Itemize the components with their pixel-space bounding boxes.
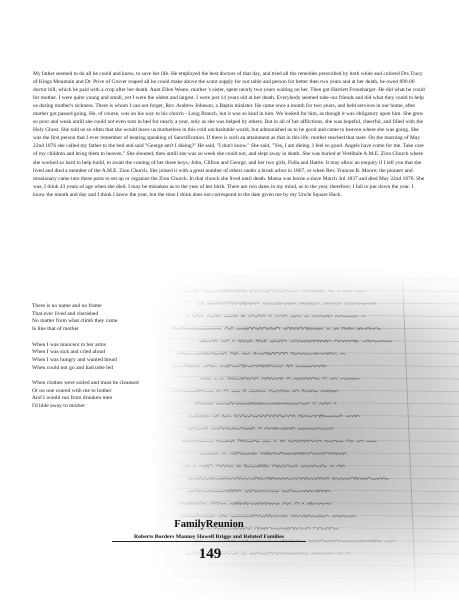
footer-title: FamilyReunion bbox=[174, 519, 244, 530]
poem-line: No matter from what climb they came bbox=[32, 318, 118, 325]
poem-line: When I was sick and cried aloud bbox=[32, 349, 106, 356]
poem-stanza bbox=[32, 303, 192, 334]
poem-stanza bbox=[32, 342, 192, 373]
footer-subtitle: Roberts Borders Mauney Howell Briggs and Related Families bbox=[134, 534, 284, 540]
page-number: 149 bbox=[198, 546, 222, 562]
poem-line: When I was hungry and wanted bread bbox=[32, 356, 117, 363]
poem-line: I'd hide away to mother bbox=[32, 403, 85, 410]
poem-line: Or no one ceared with me to bother bbox=[32, 387, 112, 394]
poem-line: That ever lived and cherished bbox=[32, 310, 99, 317]
footer-rule bbox=[112, 541, 306, 542]
body-paragraph: My father seemed to do all he could and knew, to save her life. He employed the best doctors of that day, and tried all the remedies prescribed by both white and colored Drs Tracy of Kings Mountain and Dr. Price of Grover reaped all he could make above the scant supply for our table and person for better then two years and at her death, he owed 890.00 doctor bill, which he paid with a crop after her death. Aunt Ellen Weare, mother 's sister, spent nearly two years waiting on her. Then got Harriett Fronebarger. He did what he could for mother. I were quite young and small, yet I were the oldest and largest. I were just 14 years old at her death. Everybody seemed tobe our friends and did what they could to help us during mother's sickness. There is whom I can not forget, Rev. Andrew Johnson, a Baptis minister. He came once a month for two years, and held services in our home, after mother got passed going. He, of course, was on his way to his church - Long Branch, but it was so kind in him. We looked for him, as though it was obligatory upon him. She grew so poor and weak untill she could not even turn in bed for nearly a year, only as she was helped by others. But in all of her afflictions, she was hopeful, cheerful, and filled with the Holy Ghost. She told us so often that she would leave us motherless in this cold uncharitable world, but admonished us to be good and come to heaven where she was going. She was the first person that I ever remember of hearing speaking of Sanctification. If there is such an attainment as that in this life, mother reached that state. On the morning of May 22nd 1876 she called my father to the bed and said "George am't I dieing?" He said, "I don't know." She said, "Yes, I am dieing. I feel so good. Angels have come for me. Take care of my children and bring them to heaven." She shouted, then untill she was so week she could not, and slept away in death. She was buried at Vestibule A.M.E. Zion Church where she worked so hard to help build, to await the coming of her three boys,-John, Clifton and George, and her two girls, Fulla and Hattie. It may allow an enquiry if I tell you that she lived and died a member of the A.M.E. Zion Church. She joined it with a great number of others under a brush arbor in 1867, or when Rev. Frances B. Moore; the pioneer and missionary came into these parts to set up or organize the Zion Church. In that church she lived until death. Mama was borne a slave March 3rd 1837 and died May 22nd 1876. She was, I think 43 years of age when she died. I may be mistaken as to the year of her birth. There are two dates in my mind, as to the year, therefore; I fail to put down the year. I know the month and day and I think I know the year, but the time I think does not correspond to the date given me by my Uncle Square Hack. bbox=[33, 71, 425, 198]
poem-line: Is like that of mother bbox=[32, 326, 79, 333]
poem-line: And I would run from drunken men bbox=[32, 395, 113, 402]
poem-line: When I was innocent in her arms bbox=[32, 341, 106, 348]
poem-stanza bbox=[32, 380, 192, 411]
poem bbox=[32, 303, 192, 419]
poem-line: When could not go and had tobe led bbox=[32, 364, 113, 371]
poem-line: When clothes were soiled and must be cleansed bbox=[32, 380, 139, 386]
poem-line: There is no name and no frame bbox=[32, 303, 102, 309]
